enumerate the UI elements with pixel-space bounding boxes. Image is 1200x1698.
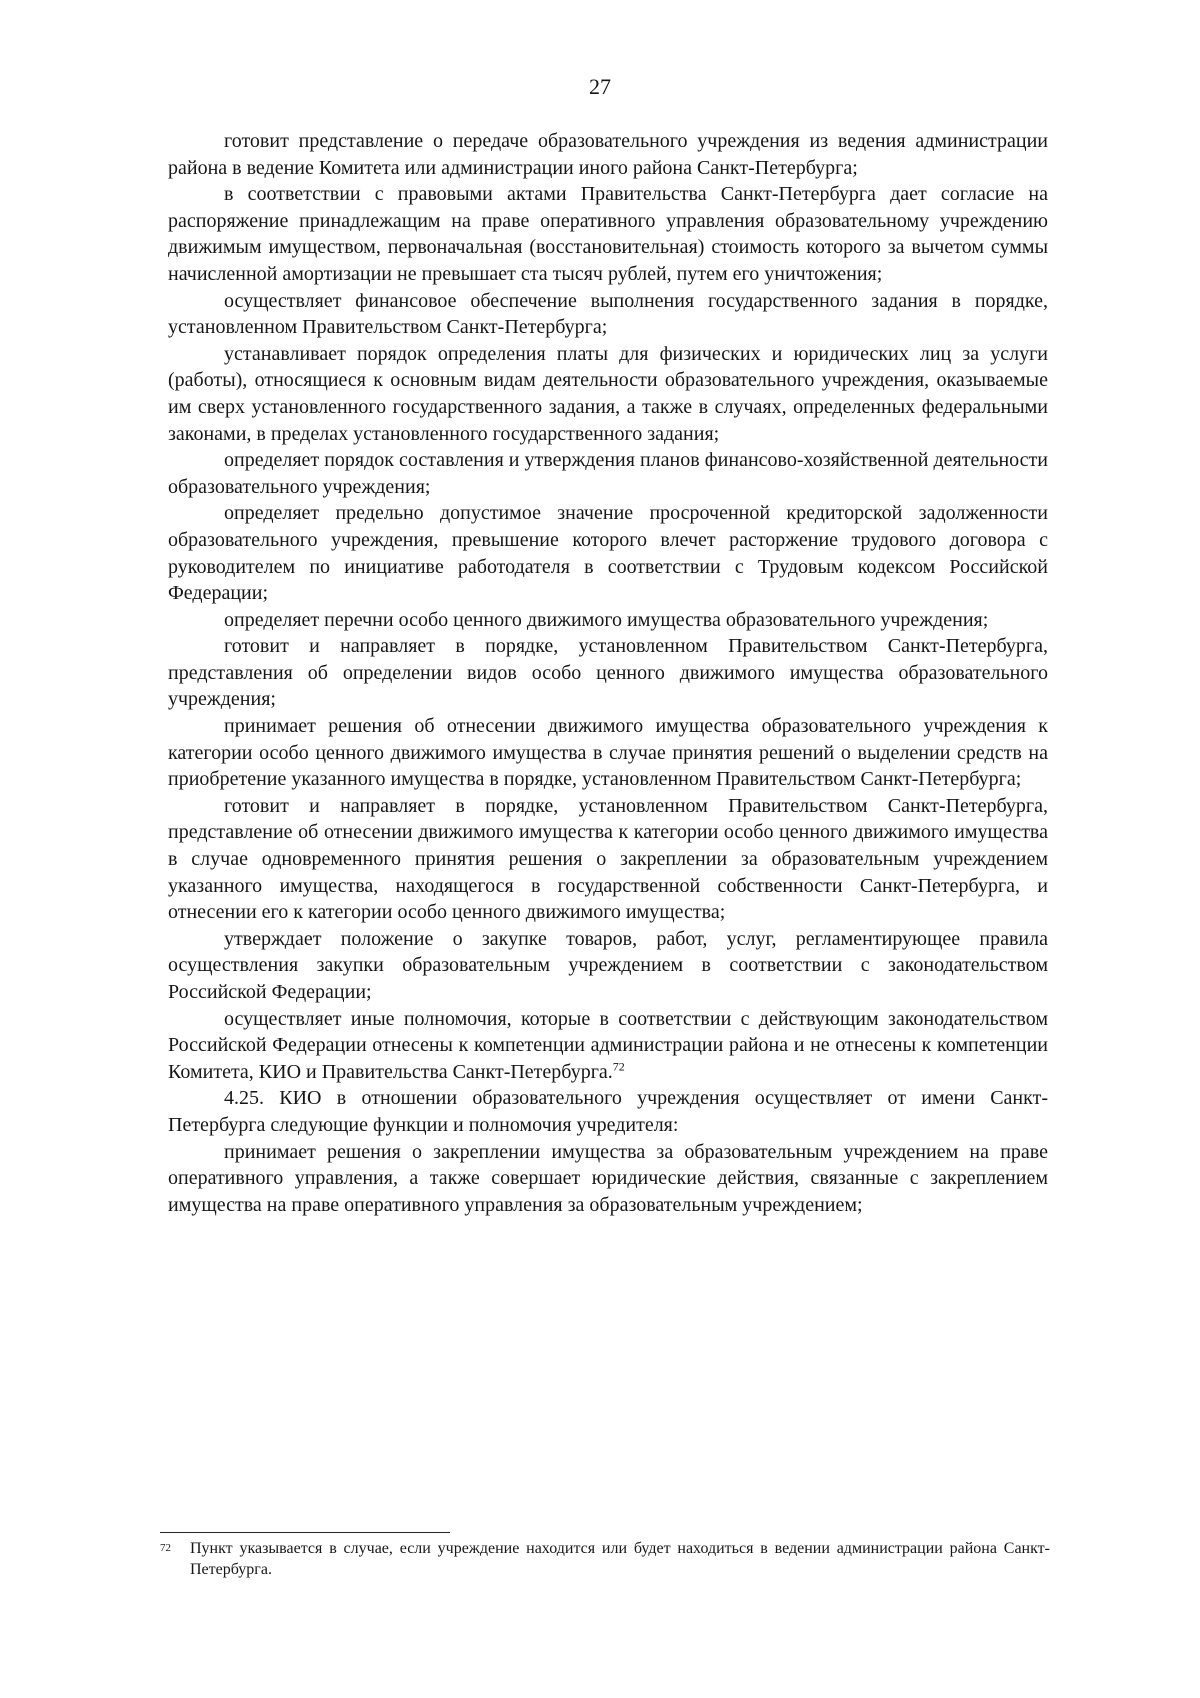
paragraph: принимает решения об отнесении движимого имущества образовательного учреждения к категории особо ценного движимого имущества в случае принятия решений о выделении средств на приобретение указанного имущества в порядке, установленном Правительством Санкт-Петербурга;	[168, 715, 1048, 791]
paragraph: определяет перечни особо ценного движимого имущества образовательного учреждения;	[224, 608, 989, 631]
paragraph: готовит представление о передаче образовательного учреждения из ведения администрации района в ведение Комитета или администрации иного района Санкт-Петербурга;	[168, 130, 1048, 179]
footnote-separator	[160, 1532, 450, 1533]
paragraph: принимает решения о закреплении имущества за образовательным учреждением на праве оперативного управления, а также совершает юридические действия, связанные с закреплением имущества на праве оперативного управления за образовательным учреждением;	[168, 1140, 1048, 1216]
paragraph: утверждает положение о закупке товаров, работ, услуг, регламентирующее правила осуществления закупки образовательным учреждением в соответствии с законодательством Российской Федерации;	[168, 927, 1048, 1003]
paragraph-with-footnote	[168, 1006, 1048, 1086]
footnote-reference[interactable]: 72	[612, 1059, 625, 1074]
paragraph: осуществляет финансовое обеспечение выполнения государственного задания в порядке, установленном Правительством Санкт-Петербурга;	[168, 289, 1048, 339]
paragraph: определяет порядок составления и утверждения планов финансово-хозяйственной деятельности образовательного учреждения;	[168, 449, 1048, 498]
footnote-mark: 72	[160, 1542, 171, 1554]
paragraph: готовит и направляет в порядке, установленном Правительством Санкт-Петербурга, представление об отнесении движимого имущества к категории особо ценного движимого имущества в случае одновременного принятия решения о закреплении за образовательным учреждением указанного имущества, находящегося в государственной собственности Санкт-Петербурга, и отнесении его к категории особо ценного движимого имущества;	[168, 794, 1048, 924]
footnote-text: Пункт указывается в случае, если учреждение находится или будет находиться в ведении администрации района Санкт-Петербурга.	[190, 1540, 1050, 1578]
section-paragraph: 4.25. КИО в отношении образовательного учреждения осуществляет от имени Санкт-Петербурга следующие функции и полномочия учредителя:	[168, 1087, 1048, 1136]
document-body	[168, 128, 1048, 1218]
paragraph: готовит и направляет в порядке, установленном Правительством Санкт-Петербурга, представления об определении видов особо ценного движимого имущества образовательного учреждения;	[168, 635, 1048, 711]
paragraph: определяет предельно допустимое значение просроченной кредиторской задолженности образовательного учреждения, превышение которого влечет расторжение трудового договора с руководителем по инициативе работодателя в соответствии с Трудовым кодексом Российской Федерации;	[168, 502, 1048, 605]
paragraph: в соответствии с правовыми актами Правительства Санкт-Петербурга дает согласие на распоряжение принадлежащим на праве оперативного управления образовательному учреждению движимым имуществом, первоначальная (восстановительная) стоимость которого за вычетом суммы начисленной амортизации не превышает ста тысяч рублей, путем его уничтожения;	[168, 183, 1048, 285]
footnote	[160, 1538, 1050, 1580]
page-number: 27	[589, 74, 611, 99]
paragraph-text: осуществляет иные полномочия, которые в соответствии с действующим законодательством Российской Федерации отнесены к компетенции администрации района и не отнесены к компетенции Комитета, КИО и Правительства Санкт-Петербурга.	[168, 1007, 1048, 1083]
paragraph: устанавливает порядок определения платы для физических и юридических лиц за услуги (работы), относящиеся к основным видам деятельности образовательного учреждения, оказываемые им сверх установленного государственного задания, а также в случаях, определенных федеральными законами, в пределах установленного государственного задания;	[168, 342, 1048, 445]
